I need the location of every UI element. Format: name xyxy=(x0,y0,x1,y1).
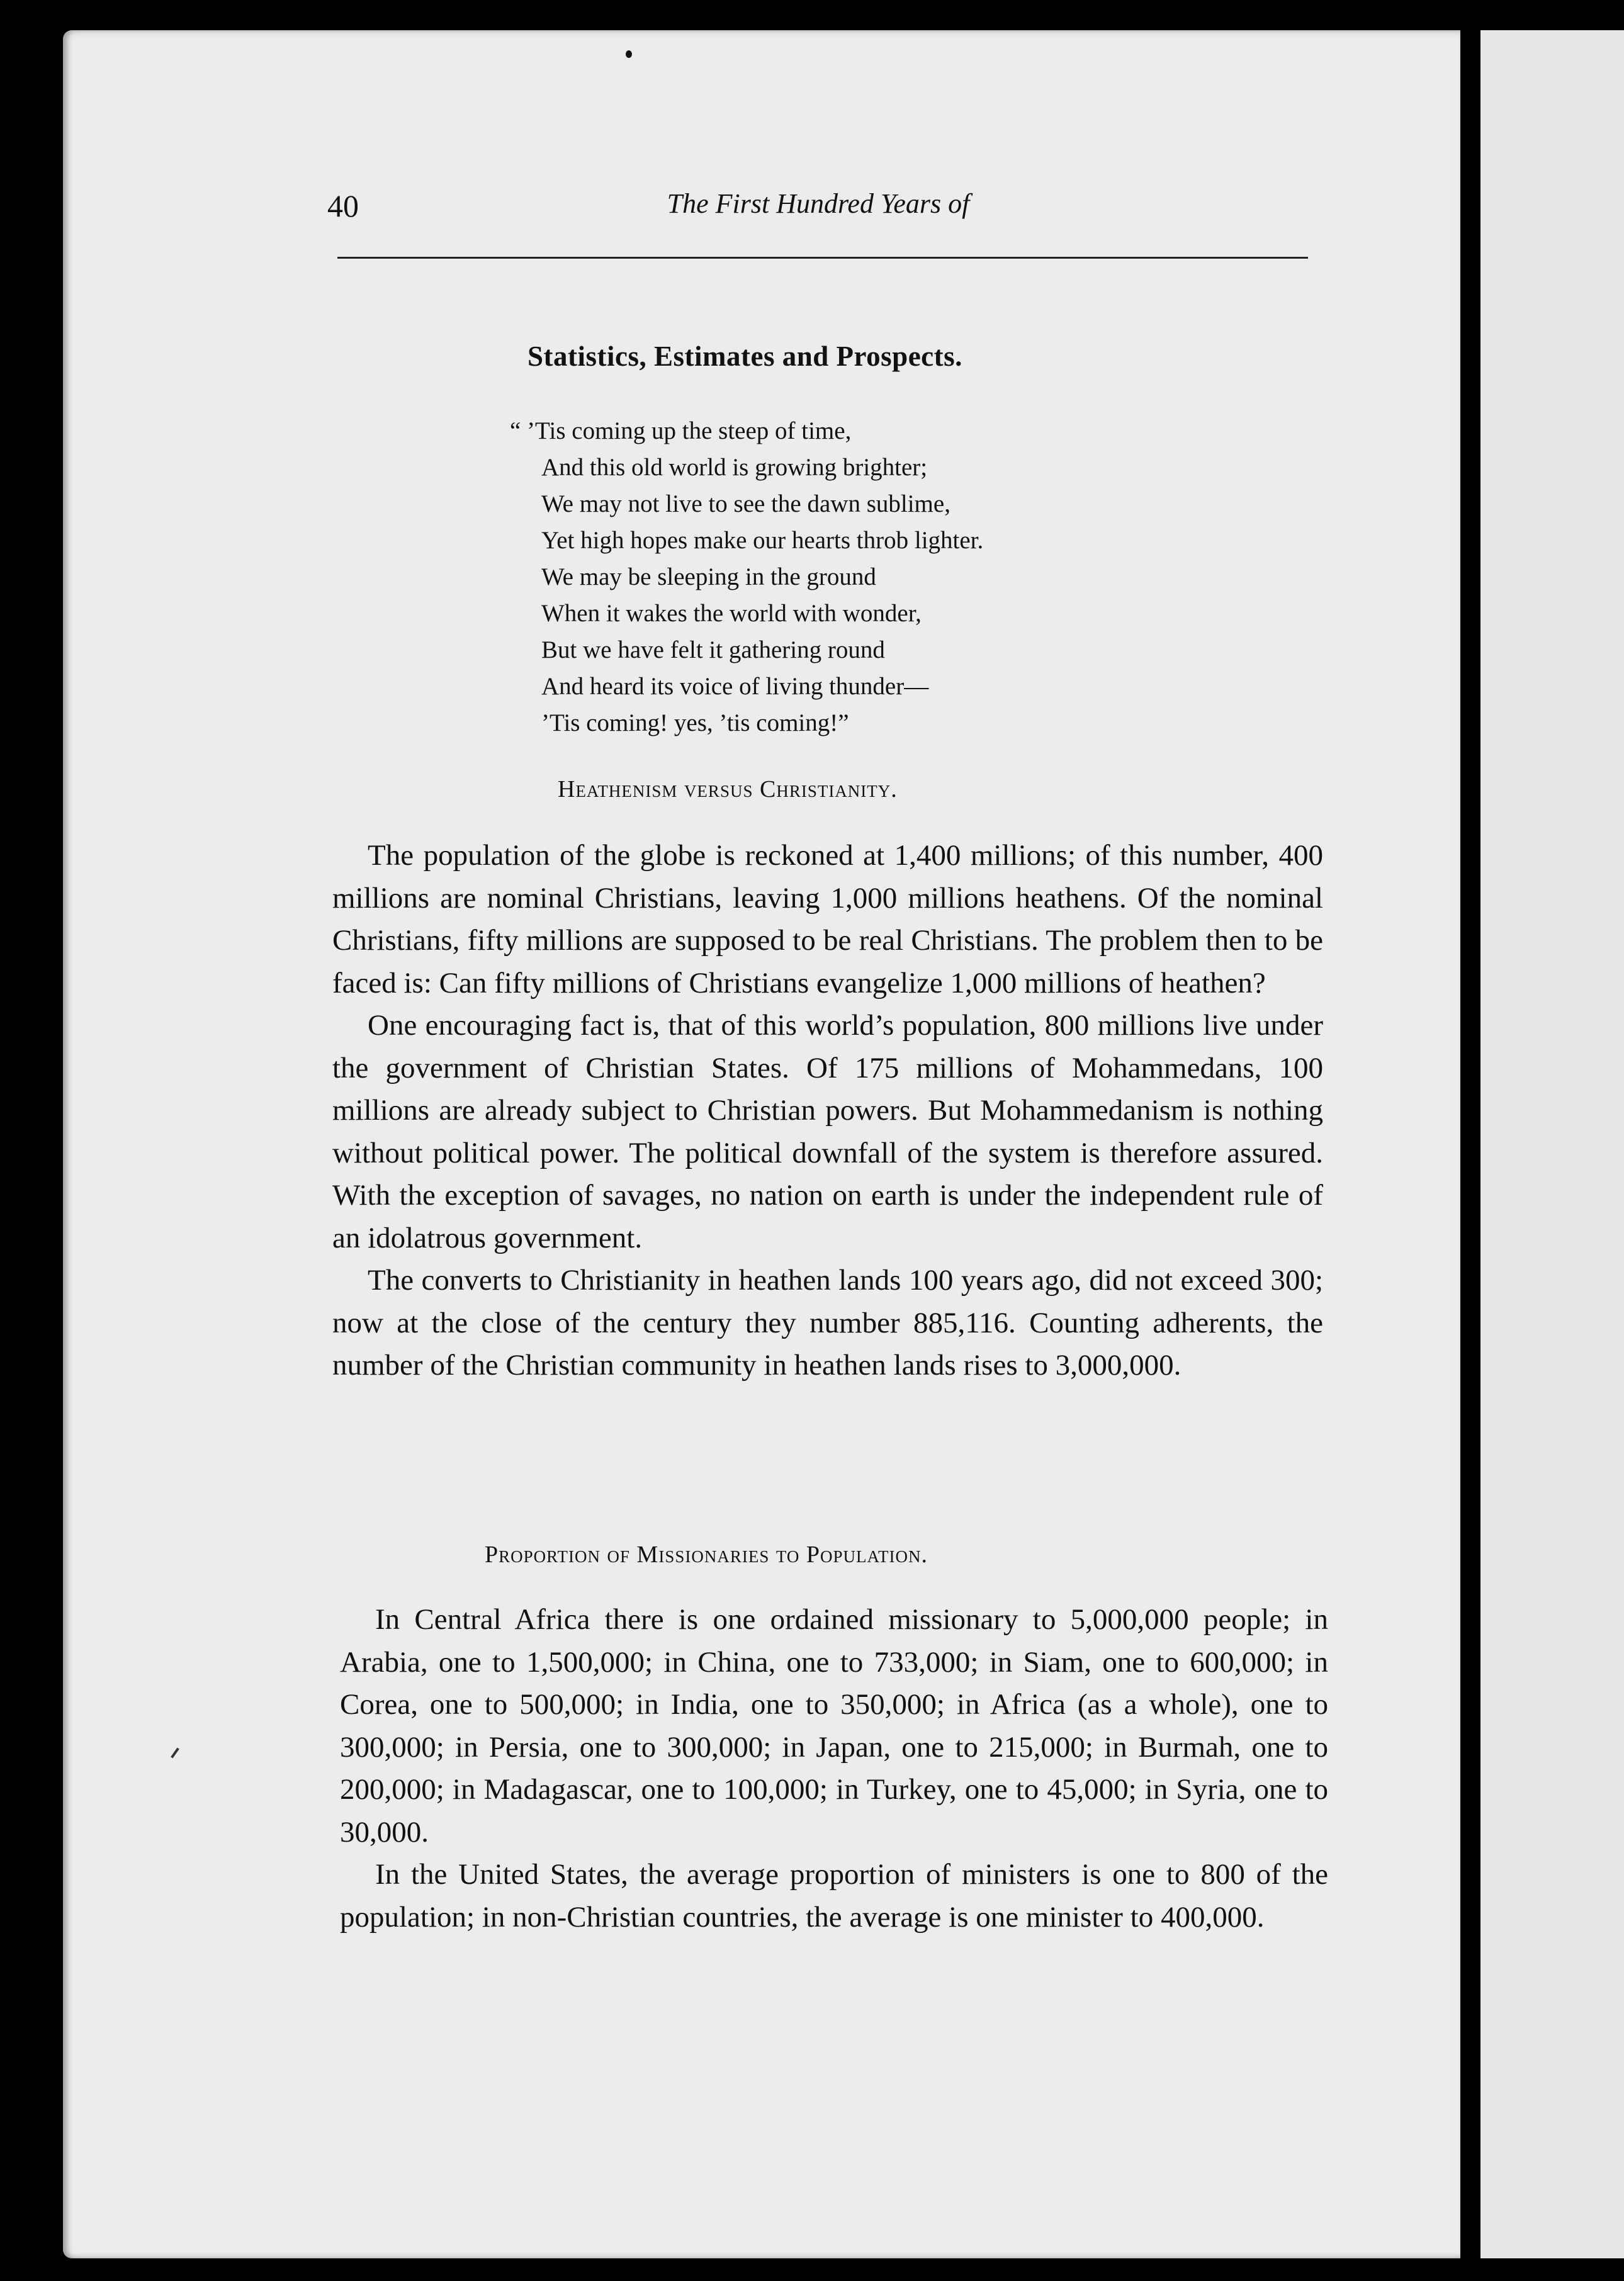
paragraph: The converts to Christianity in heathen lands 100 years ago, did not exceed 300; now at the close of the century they number 885,116. Counting adherents, the number of the Christian community in heathen lands rises to 3,000,000. xyxy=(332,1264,1323,1382)
poem xyxy=(510,413,983,741)
section-title: Statistics, Estimates and Prospects. xyxy=(527,341,962,372)
poem-line: But we have felt it gathering round xyxy=(541,636,885,663)
running-title xyxy=(0,188,1624,220)
page-number: 40 xyxy=(327,188,359,223)
paragraph: One encouraging fact is, that of this world’s population, 800 millions live under the government of Christian States. Of 175 millions of Mohammedans, 100 millions are already subject to Christian powers. But Mohammedanism is nothing without political power. The political downfall of the system is therefore assured. With the exception of savages, no nation on earth is under the independent rule of an idolatrous government. xyxy=(332,1009,1323,1254)
poem-line: And this old world is growing brighter; xyxy=(541,454,928,481)
section-heathenism-body xyxy=(332,835,1323,1387)
poem-line: ’Tis coming! yes, ’tis coming!” xyxy=(541,709,849,736)
ink-dot xyxy=(626,50,632,58)
poem-line: Yet high hopes make our hearts throb lighter. xyxy=(541,527,984,554)
subheading-heathenism: Heathenism versus Christianity. xyxy=(558,776,898,803)
paragraph: The population of the globe is reckoned at 1,400 millions; of this number, 400 millions are nominal Christians, leaving 1,000 millions heathens. Of the nominal Christians, fifty millions are supposed to be real Christians. The problem then to be faced is: Can fifty millions of Christians evangelize 1,000 millions of heathen? xyxy=(332,839,1323,1000)
paragraph: In the United States, the average proportion of ministers is one to 800 of the population; in non-Christian countries, the average is one minister to 400,000. xyxy=(340,1858,1328,1934)
poem-line: And heard its voice of living thunder— xyxy=(541,673,929,700)
facing-page-edge xyxy=(1480,30,1624,2258)
running-title-text: The First Hundred Years of xyxy=(667,188,970,219)
section-proportion-body xyxy=(340,1599,1328,1939)
poem-line: When it wakes the world with wonder, xyxy=(541,600,922,627)
poem-line: “ ’Tis coming up the steep of time, xyxy=(510,417,852,444)
poem-line: We may be sleeping in the ground xyxy=(541,563,876,590)
poem-line: We may not live to see the dawn sublime, xyxy=(541,490,950,517)
header-rule xyxy=(337,257,1308,259)
subheading-proportion: Proportion of Missionaries to Population. xyxy=(485,1541,928,1568)
paragraph: In Central Africa there is one ordained missionary to 5,000,000 people; in Arabia, one to 1,500,000; in China, one to 733,000; in Siam, one to 600,000; in Corea, one to 500,000; in India, one to 350,000; in Africa (as a whole), one to 300,000; in Persia, one to 300,000; in Japan, one to 215,000; in Burmah, one to 200,000; in Madagascar, one to 100,000; in Turkey, one to 45,000; in Syria, one to 30,000. xyxy=(340,1603,1328,1849)
